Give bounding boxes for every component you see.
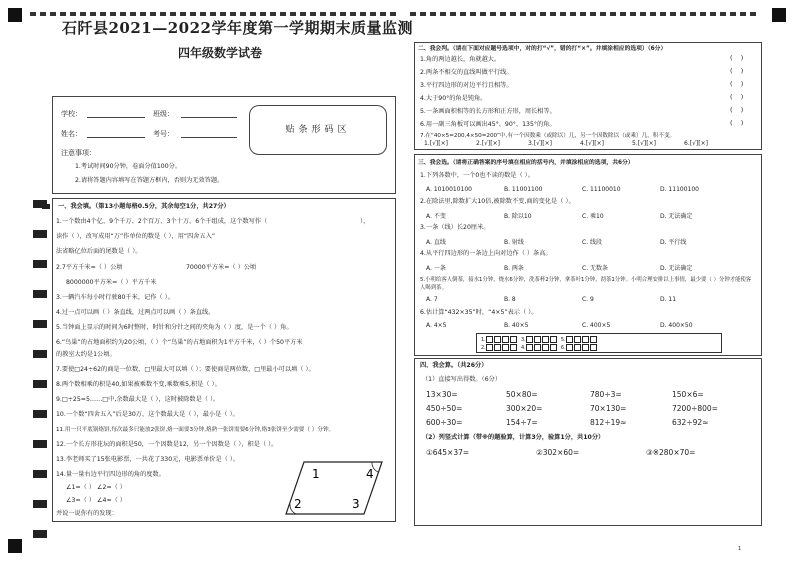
name-field[interactable] (87, 137, 145, 138)
option: C. 乘10 (582, 213, 604, 220)
option: D. 无法确定 (660, 213, 693, 220)
class-field[interactable] (181, 117, 237, 118)
q2a: 2.7平方千米=（ ）公顷 (56, 264, 123, 271)
answer-bubble[interactable]: 3.[√][×] (528, 140, 552, 147)
calc-item: 780÷3= (590, 390, 622, 399)
calc-item: 154÷7= (506, 418, 538, 427)
judge-answer-row (420, 141, 738, 147)
q14b: ∠1=（ ） ∠2=（ ） (66, 484, 126, 491)
answer-bubble[interactable]: 6.[√][×] (684, 140, 708, 147)
parallelogram-diagram (282, 458, 388, 518)
section4-title: 四、我会算。（共26分） (420, 362, 488, 369)
q14d: 并说一说你有的发现： (56, 510, 118, 517)
note-1: 1.考试时间90分钟，卷面分值100分。 (75, 163, 182, 170)
option: B. 8 (504, 296, 516, 303)
judge-5: 5.一条画面积相等的长方形和正方形，周长相等。 (420, 108, 556, 115)
page-title: 石阡县2021—2022学年度第一学期期末质量监测 (62, 19, 413, 37)
q9: 9.□÷25=5……□中,余数最大是（ ），这时被除数是（ ）。 (56, 396, 220, 403)
side-marks (33, 200, 47, 540)
q7: 7.要使□24÷62的商是一位数，□里最大可以填（ ）；要使商是两位数，□里最小可以填（ ）。 (56, 366, 315, 373)
class-label: 班级： (153, 110, 174, 118)
q1c: 法省略亿位后面的尾数是（ ）。 (56, 248, 142, 255)
judge-2: 2.两条不相交的直线叫做平行线。 (420, 69, 513, 76)
calc-item: 70×130= (590, 404, 627, 413)
vertical-calc: ①645×37= (426, 448, 470, 457)
info-box (52, 96, 396, 194)
option: A. 7 (426, 296, 438, 303)
option: B. 射线 (504, 239, 524, 246)
choose-q6: 6.估计算“432×35”时，“4×5”表示（ ）。 (420, 309, 538, 316)
option: C. 线段 (582, 239, 603, 246)
judge-1: 1.角的两边越长，角就越大。 (420, 56, 501, 63)
choose-q2: 2.在除法里,除数扩大10倍,被除数不变,商的变化是（ ）。 (420, 198, 575, 205)
option: B. 40×5 (504, 322, 529, 329)
q1a: 1.一个数由4个亿、9个千万、2个百万、3个十万、6个千组成，这个数写作（ (56, 218, 268, 225)
angle-label-3: 3 (352, 497, 360, 511)
option: B. 11001100 (504, 186, 543, 193)
option: C. 9 (582, 296, 594, 303)
judge-6: 6.用一副三角板可以画出45°、90°、135°的角。 (420, 121, 556, 128)
choose-q3: 3.一条（线）长20厘米。 (420, 224, 490, 231)
option: D. 400×50 (660, 322, 693, 329)
q11: 11.用一只平底锅烙饼,每次最多只能放2张饼,烙一面要3分钟,烙熟一张饼需要6分钟,烙3张饼至少需要（ ）分钟。 (56, 427, 335, 433)
judge-3: 3.平行四边形的对边平行且相等。 (420, 82, 513, 89)
q10: 10.一个数“四舍五入”后是30万，这个数最大是（ ），最小是（ ）。 (56, 411, 239, 418)
calc-item: 150×6= (672, 390, 704, 399)
vertical-calc: ③※280×70= (646, 448, 696, 457)
option: A. 直线 (426, 239, 446, 246)
choose-q5: 5.小明给客人倒茶，接水1分钟，烧水6分钟，洗茶杯2分钟，拿茶叶1分钟，沏茶1分钟。小明合理安排以上事情，最少要（ ）分钟才能使客人喝到茶。 (420, 277, 752, 291)
registration-mark (8, 8, 22, 22)
option: D. 11100100 (660, 186, 699, 193)
registration-mark (772, 8, 786, 22)
angle-label-2: 2 (294, 497, 302, 511)
option: D. 平行线 (660, 239, 687, 246)
barcode-area: 贴条形码区 (249, 105, 387, 155)
section4-sub2: （2）列竖式计算（带※的题验算，计算3分，验算1分，共10分） (422, 434, 605, 441)
q6b: 的教室大约是1公顷。 (56, 351, 116, 358)
calc-item: 812÷19≈ (590, 418, 627, 427)
option: A. 一条 (426, 265, 446, 272)
q2b: 8000000平方米=（ ）平方千米 (66, 279, 157, 286)
answer-bubble[interactable]: 4.[√][×] (580, 140, 604, 147)
calc-item: 600÷30= (426, 418, 463, 427)
answer-bubble[interactable]: 5.[√][×] (632, 140, 656, 147)
angle-label-4: 4 (366, 467, 374, 481)
q2a2: 70000平方米=（ ）公顷 (186, 264, 257, 271)
option: B. 除以10 (504, 213, 532, 220)
name-label: 姓名： (61, 130, 82, 138)
calc-item: 50×80= (506, 390, 538, 399)
q6a: 6.“鸟巢”的占地面积约为20公顷，（ ）个“鸟巢”的占地面积为1平方千米，（ ）个50平方米 (56, 339, 303, 346)
notes-title: 注意事项： (61, 149, 96, 157)
answer-bubble[interactable]: 2.[√][×] (476, 140, 500, 147)
exam-no-field[interactable] (181, 137, 237, 138)
section1-title: 一、我会填。（第13小题每格0.5分，其余每空1分，共27分） (58, 203, 230, 210)
q8: 8.两个数相乘的积是40,如果被乘数不变,乘数乘5,积是（ ）。 (56, 381, 221, 388)
vertical-calc: ②302×60= (536, 448, 580, 457)
q14a: 14.量一量右边平行四边形的角的度数。 (56, 471, 165, 478)
option: A. 4×5 (426, 322, 447, 329)
page-subtitle: 四年级数学试卷 (178, 46, 263, 60)
choose-q1: 1.下列各数中，一个0也不读的数是（ ）。 (420, 172, 534, 179)
option: C. 400×5 (582, 322, 611, 329)
option: B. 两条 (504, 265, 524, 272)
q4: 4.过一点可以画（ ）条直线，过两点可以画（ ）条直线。 (56, 309, 215, 316)
q1b: 读作（ ），改写成用“万”作单位的数是（ ），用“四舍五入” (56, 233, 216, 240)
school-field[interactable] (87, 117, 145, 118)
q5: 5.当钟面上显示的时间为6时整时，时针和分针之间的夹角为（ ）度，是一个（ ）角。 (56, 324, 293, 331)
section-marker (42, 204, 50, 209)
choose-answer-grid[interactable]: 1. 3. 5. 2. 4. 6. (476, 333, 722, 353)
option: D. 11 (660, 296, 677, 303)
calc-item: 13×30= (426, 390, 458, 399)
option: C. 11100010 (582, 186, 621, 193)
calc-item: 450÷50= (426, 404, 463, 413)
angle-label-1: 1 (312, 467, 320, 481)
answer-bubble[interactable]: 1.[√][×] (424, 140, 448, 147)
option: C. 无数条 (582, 265, 609, 272)
note-2: 2.请将答题内容填写在答题方框内，否则为无效答题。 (75, 177, 224, 184)
calc-item: 7200÷800= (672, 404, 718, 413)
q12: 12.一个长方形花坛的面积是50，一个因数是12，另一个因数是（ ），积是（ ）。 (56, 441, 278, 448)
judge-7: 7.在“40×5=200,4×50=200”中,有一个因数乘（或除以）几，另一个因数除以（或乘）几，积不变。 (420, 133, 676, 139)
option: D. 无法确定 (660, 265, 693, 272)
option: A. 不变 (426, 213, 446, 220)
q13: 13.李老师买了15张电影票，一共花了330元，电影票单价是（ ）。 (56, 456, 240, 463)
judge-4: 4.大于90°的角是钝角。 (420, 95, 487, 102)
section4-sub1: （1）直接写出得数。（6分） (422, 376, 502, 383)
top-dash-bar (30, 12, 400, 16)
calc-item: 632÷92≈ (672, 418, 709, 427)
option: A. 1010010100 (426, 186, 472, 193)
page-mark: 1 (738, 546, 742, 552)
q3: 3.一辆汽车每小时行驶80千米，记作（ ）。 (56, 294, 174, 301)
registration-mark (8, 539, 22, 553)
school-label: 学校： (61, 110, 82, 118)
calc-item: 300×20= (506, 404, 543, 413)
exam-no-label: 考号： (153, 130, 174, 138)
section3-title: 三、我会选。（请将正确答案的序号填在相应的括号内，并填涂相应的选项，共6分） (418, 160, 634, 166)
section2-title: 二、我会判。（请在下面对应题号选项中，对的打“√”，错的打“×”。并填涂相应的选项）（6分） (418, 46, 667, 52)
choose-q4: 4.从平行四边形的一条边上向对边作（ ）条高。 (420, 250, 552, 257)
top-dash-bar (410, 12, 760, 16)
q14c: ∠3=（ ） ∠4=（ ） (66, 497, 126, 504)
